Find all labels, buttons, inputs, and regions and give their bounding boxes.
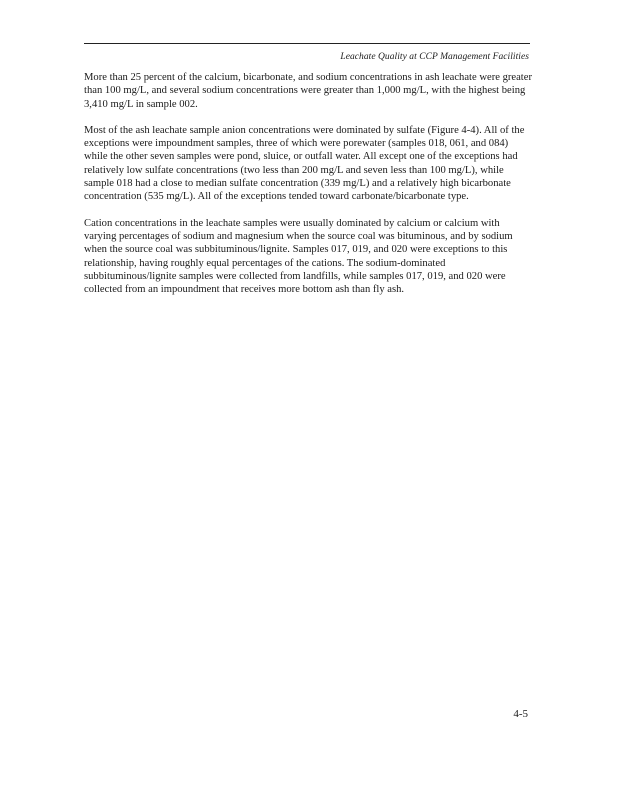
paragraph-anion-sulfate: Most of the ash leachate sample anion concentrations were dominated by sulfate (Figure 4-4). All of the exceptions were impoundment samples, three of which were porewater (samples 018, 061, and 084) while the other seven samples were pond, sluice, or outfall water. All except one of the exceptions had relatively low sulfate concentrations (two less than 200 mg/L and seven less than 100 mg/L), while sample 018 had a close to median sulfate concentration (339 mg/L) and a relatively high bicarbonate concentration (535 mg/L). All of the exceptions tended toward carbonate/bicarbonate type.	[84, 124, 525, 203]
header-rule	[84, 43, 530, 44]
page-number: 4-5	[513, 708, 528, 720]
running-header: Leachate Quality at CCP Management Facilities	[340, 52, 529, 62]
paragraph-cation-concentrations: Cation concentrations in the leachate samples were usually dominated by calcium or calcium with varying percentages of sodium and magnesium when the source coal was bituminous, and by sodium when the source coal was subbituminous/lignite. Samples 017, 019, and 020 were exceptions to this relationship, having roughly equal percentages of the cations. The sodium-dominated subbituminous/lignite samples were collected from landfills, while samples 017, 019, and 020 were collected from an impoundment that receives more bottom ash than fly ash.	[84, 217, 513, 296]
body-text	[84, 71, 532, 309]
paragraph-ash-leachate-concentrations: More than 25 percent of the calcium, bicarbonate, and sodium concentrations in ash leachate were greater than 100 mg/L, and several sodium concentrations were greater than 1,000 mg/L, with the highest being 3,410 mg/L in sample 002.	[84, 72, 532, 110]
